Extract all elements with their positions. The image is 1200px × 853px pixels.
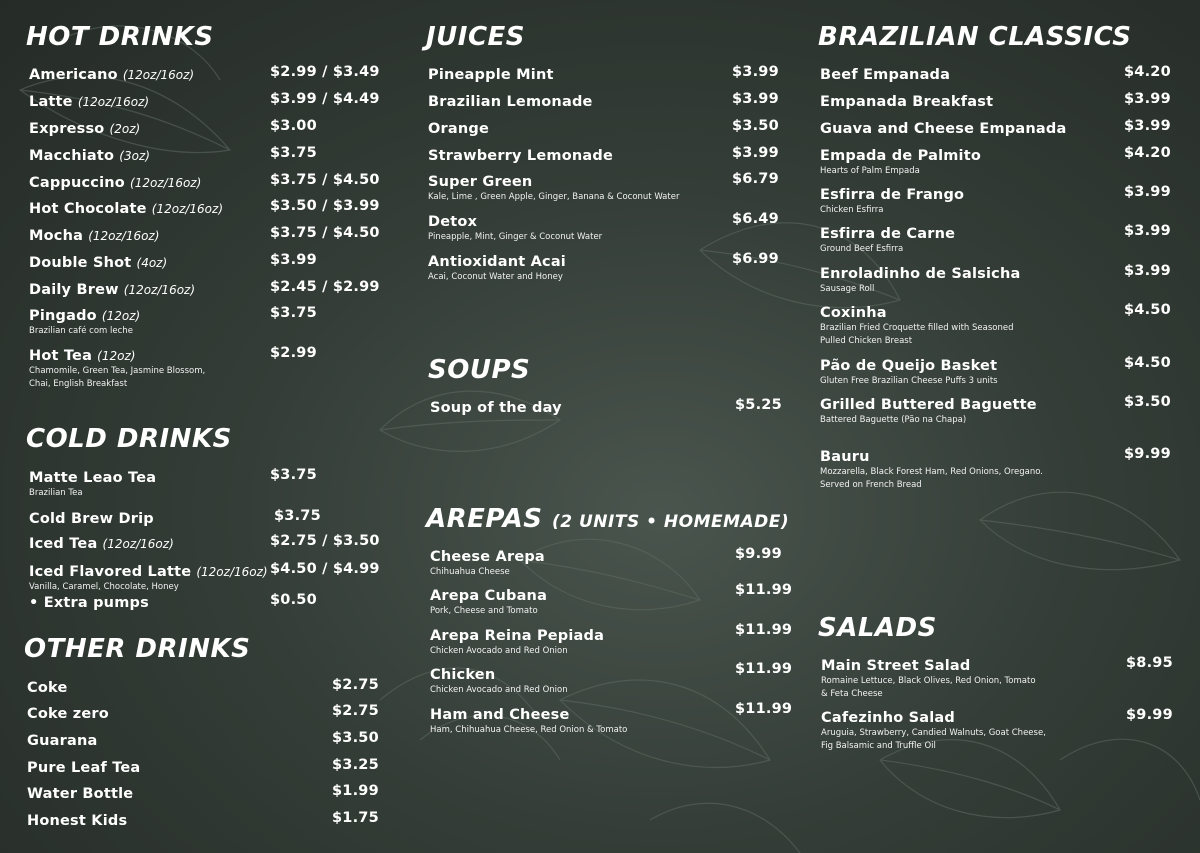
menu-item — [820, 145, 981, 177]
menu-item-name: Bauru — [820, 449, 870, 465]
menu-item — [820, 91, 993, 110]
menu-item-description: Chicken Avocado and Red Onion — [430, 685, 568, 695]
menu-item-price: $3.99 — [732, 145, 779, 161]
menu-item-price: $3.99 — [732, 91, 779, 107]
menu-item-price: $3.00 — [270, 118, 317, 134]
menu-item-description: Gluten Free Brazilian Cheese Puffs 3 units — [820, 376, 998, 386]
menu-item-line — [29, 592, 149, 611]
menu-item-line — [820, 302, 1014, 321]
menu-item — [428, 251, 566, 283]
menu-item-size: (12oz/16oz) — [196, 565, 268, 579]
menu-item — [430, 625, 604, 657]
menu-item-name: Expresso — [29, 121, 105, 137]
menu-item-line — [430, 625, 604, 644]
menu-item — [821, 655, 1036, 700]
menu-item-line — [820, 394, 1037, 413]
other-drinks-title: OTHER DRINKS — [24, 634, 251, 664]
menu-item — [27, 730, 97, 749]
menu-item-name: Main Street Salad — [821, 658, 971, 674]
menu-item-description: Brazilian café com leche — [29, 326, 133, 336]
menu-item-line — [820, 118, 1066, 137]
menu-item-description: Pork, Cheese and Tomato — [430, 606, 538, 616]
menu-item — [820, 302, 1014, 347]
menu-item-description: Vanilla, Caramel, Chocolate, Honey — [29, 582, 179, 592]
menu-item-name: Guava and Cheese Empanada — [820, 121, 1067, 137]
menu-item-price: $11.99 — [735, 622, 793, 638]
menu-item-description: Brazilian Tea — [29, 488, 83, 498]
menu-item-price: $0.50 — [270, 592, 317, 608]
menu-item-name: Hot Tea — [29, 348, 93, 364]
menu-item — [820, 355, 998, 387]
menu-item-line — [820, 64, 950, 83]
menu-item-line — [27, 783, 133, 802]
menu-item-name: Esfirra de Carne — [820, 226, 956, 242]
menu-item — [29, 172, 201, 191]
menu-item — [27, 783, 133, 802]
menu-item — [820, 64, 950, 83]
menu-item-description: Chicken Avocado and Red Onion — [430, 646, 568, 656]
menu-item-line — [29, 145, 150, 164]
menu-item-price: $3.99 — [1124, 223, 1171, 239]
menu-item — [29, 225, 159, 244]
menu-item-line — [29, 533, 174, 552]
menu-item — [820, 118, 1066, 137]
menu-item-name: Pingado — [29, 308, 97, 324]
menu-item-size: (12oz/16oz) — [122, 68, 195, 82]
menu-item-price: $4.20 — [1124, 145, 1171, 161]
brazilian-classics-title: BRAZILIAN CLASSICS — [818, 22, 1132, 52]
menu-item-name: Cheese Arepa — [430, 549, 545, 565]
menu-item-line — [428, 211, 602, 230]
menu-item-line — [428, 118, 489, 137]
menu-item-size: (12oz/16oz) — [102, 537, 174, 551]
menu-item — [29, 508, 154, 527]
menu-item-price: $4.50 — [1124, 355, 1171, 371]
menu-item-size: (12oz/16oz) — [77, 95, 150, 109]
juices-title: JUICES — [426, 22, 526, 52]
menu-item-name: Guarana — [27, 733, 98, 749]
menu-item-price: $3.50 — [332, 730, 379, 746]
menu-item-name: Brazilian Lemonade — [428, 94, 593, 110]
menu-item-description-line2: Fig Balsamic and Truffle Oil — [821, 741, 936, 751]
menu-item-price: $3.50 — [1124, 394, 1171, 410]
menu-item-name: Soup of the day — [430, 400, 562, 416]
hot-drinks-title: HOT DRINKS — [26, 22, 214, 52]
menu-item-price: $3.75 / $4.50 — [270, 225, 380, 241]
menu-item-name: Cappuccino — [29, 175, 125, 191]
menu-item-line — [29, 225, 159, 244]
menu-item-price: $6.49 — [732, 211, 779, 227]
menu-item-name: Latte — [29, 94, 73, 110]
menu-item-name: Empada de Palmito — [820, 148, 982, 164]
menu-item-description: Ground Beef Esfirra — [820, 244, 904, 254]
menu-item-line — [29, 172, 201, 191]
menu-item-line — [29, 198, 223, 217]
menu-item-size: (2oz) — [109, 122, 141, 136]
menu-item-description: Battered Baguette (Pão na Chapa) — [820, 415, 967, 425]
menu-item-price: $9.99 — [735, 546, 782, 562]
menu-item-price: $1.99 — [332, 783, 379, 799]
menu-item-line — [29, 279, 195, 298]
menu-item-size: (12oz/16oz) — [88, 229, 160, 243]
menu-item-price: $3.99 — [1124, 263, 1171, 279]
menu-item-price: $5.25 — [735, 397, 782, 413]
menu-item-price: $4.50 — [1124, 302, 1171, 318]
menu-item-size: (12oz/16oz) — [151, 202, 224, 216]
menu-item-name: Beef Empanada — [820, 67, 951, 83]
menu-item-price: $3.99 — [1124, 184, 1171, 200]
menu-item-line — [820, 91, 993, 110]
menu-item — [27, 757, 140, 776]
menu-item-line — [820, 446, 1043, 465]
menu-item — [29, 467, 156, 499]
menu-item-name: Antioxidant Acai — [428, 254, 566, 270]
menu-item-price: $2.99 — [270, 345, 317, 361]
menu-item — [29, 91, 149, 110]
menu-item-name: Grilled Buttered Baguette — [820, 397, 1037, 413]
menu-item-price: $9.99 — [1126, 707, 1173, 723]
menu-item-name: Hot Chocolate — [29, 201, 147, 217]
menu-item — [29, 252, 167, 271]
menu-item-line — [29, 508, 154, 527]
menu-item-line — [428, 251, 566, 270]
menu-item-name: • Extra pumps — [29, 595, 149, 611]
menu-item-description: Sausage Roll — [820, 284, 875, 294]
menu-item-price: $2.99 / $3.49 — [270, 64, 380, 80]
menu-item — [430, 585, 547, 617]
menu-item — [29, 198, 223, 217]
menu-item-name: Daily Brew — [29, 282, 119, 298]
menu-item-line — [820, 263, 1020, 282]
menu-item-name: Coxinha — [820, 305, 887, 321]
menu-item-price: $8.95 — [1126, 655, 1173, 671]
menu-item — [27, 703, 109, 722]
menu-item-line — [820, 145, 981, 164]
menu-item-line — [27, 703, 109, 722]
menu-item-price: $3.25 — [332, 757, 379, 773]
menu-item-line — [29, 64, 194, 83]
menu-item-price: $4.50 / $4.99 — [270, 561, 380, 577]
menu-item-line — [430, 664, 568, 683]
menu-item-size: (4oz) — [136, 256, 168, 270]
menu-item-price: $6.79 — [732, 171, 779, 187]
menu-item-line — [820, 184, 964, 203]
menu-item-description: Chihuahua Cheese — [430, 567, 510, 577]
menu-item — [430, 704, 627, 736]
menu-item-price: $2.75 / $3.50 — [270, 533, 380, 549]
menu-item-price: $3.75 — [270, 467, 317, 483]
menu-item-size: (3oz) — [119, 149, 150, 163]
menu-item-line — [29, 252, 167, 271]
menu-item-size: (12oz/16oz) — [130, 176, 202, 190]
menu-item — [29, 561, 268, 593]
menu-item — [430, 546, 545, 578]
menu-item-description-line2: Chai, English Breakfast — [29, 379, 128, 389]
menu-item-line — [428, 91, 593, 110]
menu-item-description: Aruguia, Strawberry, Candied Walnuts, Goat Cheese, — [821, 728, 1046, 738]
menu-item-name: Chicken — [430, 667, 496, 683]
arepas-title — [426, 504, 789, 534]
menu-item-line — [29, 305, 140, 324]
menu-item-name: Strawberry Lemonade — [428, 148, 613, 164]
menu-item-line — [430, 585, 547, 604]
menu-item — [821, 707, 1046, 752]
menu-item — [428, 211, 602, 243]
menu-item-price: $11.99 — [735, 582, 793, 598]
menu-item-line — [29, 561, 268, 580]
menu-item-price: $1.75 — [332, 810, 379, 826]
menu-item — [820, 223, 955, 255]
menu-item — [820, 394, 1037, 426]
menu-item-name: Empanada Breakfast — [820, 94, 994, 110]
menu-item-price: $3.75 — [270, 145, 317, 161]
menu-item-line — [27, 757, 140, 776]
menu-item-name: Coke zero — [27, 706, 109, 722]
menu-item-description: Brazilian Fried Croquette filled with Seasoned — [820, 323, 1014, 333]
menu-item — [29, 118, 140, 137]
menu-item-price: $3.99 — [1124, 91, 1171, 107]
menu-item-name: Water Bottle — [27, 786, 134, 802]
menu-item-name: Cafezinho Salad — [821, 710, 955, 726]
menu-item-description: Romaine Lettuce, Black Olives, Red Onion, Tomato — [821, 676, 1036, 686]
menu-item-name: Pão de Queijo Basket — [820, 358, 998, 374]
menu-item-name: Enroladinho de Salsicha — [820, 266, 1021, 282]
menu-item — [428, 171, 679, 203]
menu-item-name: Iced Flavored Latte — [29, 564, 192, 580]
menu-item-description-line2: Served on French Bread — [820, 480, 922, 490]
menu-item — [29, 592, 149, 611]
menu-item-price: $11.99 — [735, 661, 793, 677]
menu-item-line — [821, 655, 1036, 674]
menu-item-description: Pineapple, Mint, Ginger & Coconut Water — [428, 232, 603, 242]
menu-item-price: $3.75 — [274, 508, 321, 524]
menu-item-line — [29, 118, 140, 137]
menu-item-price: $4.20 — [1124, 64, 1171, 80]
menu-item-name: Honest Kids — [27, 813, 128, 829]
menu-item-name: Pure Leaf Tea — [27, 760, 141, 776]
menu-item-price: $11.99 — [735, 701, 793, 717]
menu-item — [29, 64, 194, 83]
menu-item-line — [29, 345, 205, 364]
menu-item-name: Ham and Cheese — [430, 707, 570, 723]
menu-item — [29, 305, 140, 337]
menu-item-price: $3.99 / $4.49 — [270, 91, 380, 107]
menu-item — [428, 118, 489, 137]
menu-item-description: Chamomile, Green Tea, Jasmine Blossom, — [29, 366, 206, 376]
menu-item-size: (12oz/16oz) — [123, 283, 196, 297]
menu-item — [820, 263, 1020, 295]
menu-item-line — [430, 397, 562, 416]
menu-item-line — [27, 810, 127, 829]
menu-item-price: $2.75 — [332, 703, 379, 719]
menu-item-price: $2.45 / $2.99 — [270, 279, 380, 295]
menu-item-line — [428, 145, 613, 164]
menu-item-description-line2: Pulled Chicken Breast — [820, 336, 913, 346]
soups-title: SOUPS — [428, 355, 531, 385]
menu-item-line — [27, 677, 68, 696]
menu-item-name: Coke — [27, 680, 68, 696]
menu-item-description: Mozzarella, Black Forest Ham, Red Onions, Oregano. — [820, 467, 1043, 477]
menu-item-description-line2: & Feta Cheese — [821, 689, 883, 699]
menu-item-size: (12oz) — [97, 349, 136, 363]
menu-item — [29, 345, 205, 390]
menu-item-price: $3.75 — [270, 305, 317, 321]
menu-item-name: Esfirra de Frango — [820, 187, 965, 203]
arepas-subtitle: (2 UNITS • HOMEMADE) — [551, 512, 790, 532]
menu-item-size: (12oz) — [101, 309, 141, 323]
menu-item — [27, 677, 68, 696]
menu-item — [430, 664, 568, 696]
menu-item — [820, 184, 964, 216]
arepas-title-main: AREPAS — [426, 504, 543, 534]
menu-item-line — [821, 707, 1046, 726]
menu-item-line — [430, 704, 627, 723]
menu-item — [430, 397, 562, 416]
menu-item-description: Chicken Esfirra — [820, 205, 884, 215]
menu-item-line — [820, 355, 998, 374]
menu-item-name: Macchiato — [29, 148, 115, 164]
menu-item — [29, 279, 195, 298]
menu-item-description: Acai, Coconut Water and Honey — [428, 272, 563, 282]
menu-item — [428, 145, 613, 164]
salads-title: SALADS — [818, 613, 937, 643]
menu-item-price: $3.99 — [732, 64, 779, 80]
cold-drinks-title: COLD DRINKS — [26, 424, 232, 454]
menu-item — [428, 91, 593, 110]
menu-item-name: Arepa Cubana — [430, 588, 548, 604]
menu-item-line — [27, 730, 97, 749]
menu-item-price: $3.99 — [270, 252, 317, 268]
menu-item-price: $3.50 / $3.99 — [270, 198, 380, 214]
menu-item-name: Pineapple Mint — [428, 67, 554, 83]
menu-item — [27, 810, 127, 829]
menu-item-line — [428, 64, 554, 83]
menu-item-name: Mocha — [29, 228, 84, 244]
menu-item-name: Cold Brew Drip — [29, 511, 154, 527]
menu-item-price: $3.99 — [1124, 118, 1171, 134]
menu-item-name: Detox — [428, 214, 478, 230]
menu-item-line — [820, 223, 955, 242]
menu-item — [29, 533, 174, 552]
menu-item-description: Ham, Chihuahua Cheese, Red Onion & Tomato — [430, 725, 628, 735]
menu-item-name: Americano — [29, 67, 118, 83]
menu-item-price: $6.99 — [732, 251, 779, 267]
menu-item-price: $2.75 — [332, 677, 379, 693]
menu-item-description: Kale, Lime , Green Apple, Ginger, Banana & Coconut Water — [428, 192, 680, 202]
menu-item-price: $3.50 — [732, 118, 779, 134]
menu-item-description: Hearts of Palm Empada — [820, 166, 920, 176]
menu-item-name: Matte Leao Tea — [29, 470, 157, 486]
menu-item-name: Super Green — [428, 174, 533, 190]
menu-item — [820, 446, 1043, 491]
menu-item — [29, 145, 150, 164]
menu-item-name: Double Shot — [29, 255, 132, 271]
menu-item-name: Iced Tea — [29, 536, 98, 552]
menu-item-line — [29, 91, 149, 110]
menu-item-name: Orange — [428, 121, 489, 137]
menu-item-price: $9.99 — [1124, 446, 1171, 462]
menu-item-line — [428, 171, 679, 190]
menu-item-price: $3.75 / $4.50 — [270, 172, 380, 188]
menu-item-name: Arepa Reina Pepiada — [430, 628, 605, 644]
menu-item-line — [430, 546, 545, 565]
menu-item-line — [29, 467, 156, 486]
menu-item — [428, 64, 554, 83]
